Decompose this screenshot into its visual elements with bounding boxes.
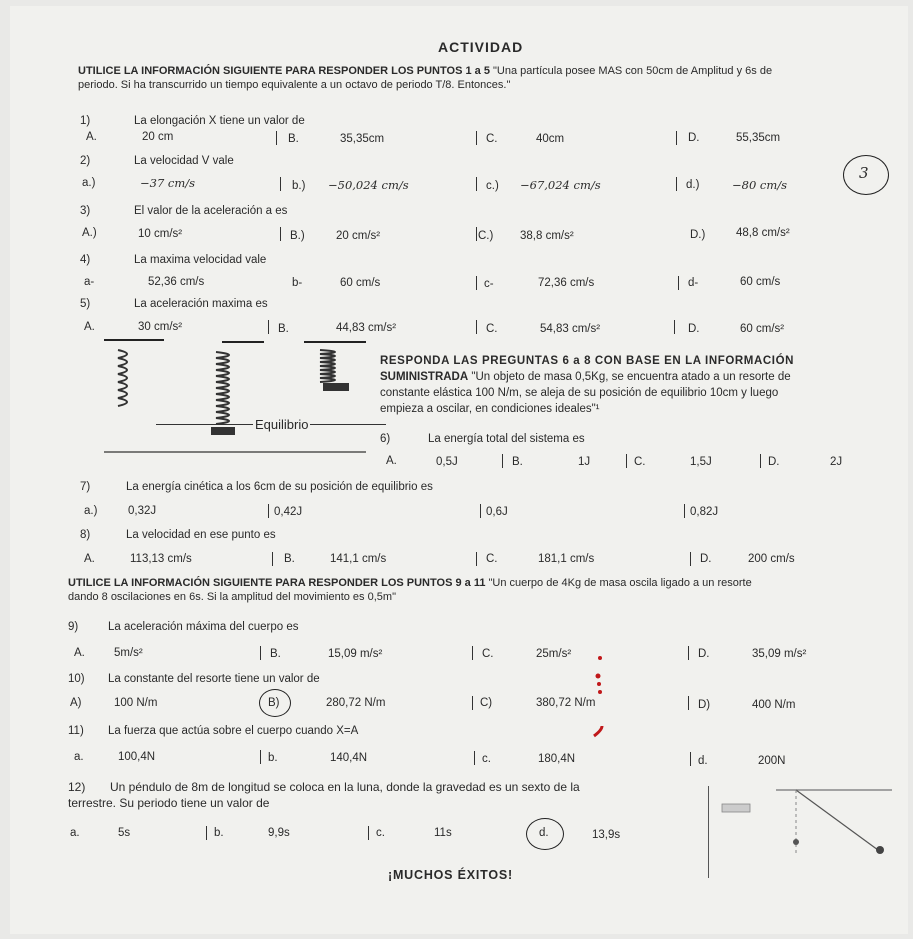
q12-opt-d[interactable]: 13,9s xyxy=(592,829,621,841)
q9-number: 9) xyxy=(68,621,79,633)
q8-number: 8) xyxy=(80,529,91,541)
q12-opt-a-letter[interactable]: a. xyxy=(70,827,80,839)
q6-opt-a-letter[interactable]: A. xyxy=(386,455,397,467)
spring-left xyxy=(118,350,127,406)
q9-opt-b-letter[interactable]: B. xyxy=(270,648,281,660)
section1-intro xyxy=(78,64,893,92)
q1-text: La elongación X tiene un valor de xyxy=(134,115,305,127)
q4-opt-c-letter[interactable]: c- xyxy=(484,278,494,290)
section1-heading: UTILICE LA INFORMACIÓN SIGUIENTE PARA RESPONDER LOS PUNTOS 1 a 5 xyxy=(78,65,490,77)
section3-intro xyxy=(68,576,908,604)
q5-opt-a[interactable]: 30 cm/s² xyxy=(138,321,183,333)
section3-heading: UTILICE LA INFORMACIÓN SIGUIENTE PARA RESPONDER LOS PUNTOS 9 a 11 xyxy=(68,577,486,589)
q2-opt-a-letter[interactable]: a.) xyxy=(82,177,96,189)
section2-line4: empieza a oscilar, en condiciones ideales"¹ xyxy=(380,403,600,415)
q4-opt-b[interactable]: 60 cm/s xyxy=(340,277,381,289)
section2-line3: constante elástica 100 N/m, se aleja de su posición de equilibrio 10cm y luego xyxy=(380,387,779,399)
q1-opt-d[interactable]: 55,35cm xyxy=(736,132,781,144)
q12-text-2: terrestre. Su periodo tiene un valor de xyxy=(68,796,270,810)
q4-opt-d[interactable]: 60 cm/s xyxy=(740,276,781,288)
q5-opt-c-letter[interactable]: C. xyxy=(486,323,498,335)
q1-number: 1) xyxy=(80,115,91,127)
q4-opt-b-letter[interactable]: b- xyxy=(292,277,303,289)
q10-number: 10) xyxy=(68,673,85,685)
q1-opt-d-letter[interactable]: D. xyxy=(688,132,700,144)
red-ink-marks xyxy=(590,646,620,746)
q9-opt-b[interactable]: 15,09 m/s² xyxy=(328,648,383,660)
q1-opt-b[interactable]: 35,35cm xyxy=(340,133,385,145)
q9-opt-c[interactable]: 25m/s² xyxy=(536,648,572,660)
q5-opt-b[interactable]: 44,83 cm/s² xyxy=(336,322,397,334)
q6-number: 6) xyxy=(380,433,391,445)
q9-text: La aceleración máxima del cuerpo es xyxy=(108,621,299,633)
q11-opt-c[interactable]: 180,4N xyxy=(538,753,576,765)
pendulum-figure xyxy=(716,784,900,866)
q10-opt-d-letter[interactable]: D) xyxy=(698,699,711,711)
q1-opt-a[interactable]: 20 cm xyxy=(142,131,174,143)
q3-opt-b[interactable]: 20 cm/s² xyxy=(336,230,381,242)
q11-opt-d[interactable]: 200N xyxy=(758,755,786,767)
q7-number: 7) xyxy=(80,481,91,493)
section2-line2: SUMINISTRADA "Un objeto de masa 0,5Kg, se encuentra atado a un resorte de xyxy=(380,371,791,383)
q5-opt-c[interactable]: 54,83 cm/s² xyxy=(540,323,601,335)
q3-opt-d-letter[interactable]: D.) xyxy=(690,229,706,241)
q10-opt-b[interactable]: 280,72 N/m xyxy=(326,697,386,709)
q5-opt-b-letter[interactable]: B. xyxy=(278,323,289,335)
q3-opt-d[interactable]: 48,8 cm/s² xyxy=(736,227,790,239)
q3-text: El valor de la aceleración a es xyxy=(134,205,288,217)
q12-text-1: Un péndulo de 8m de longitud se coloca en la luna, donde la gravedad es un sexto de la xyxy=(110,780,580,794)
q11-number: 11) xyxy=(68,725,84,737)
handwritten-score: 3 xyxy=(859,164,869,182)
q3-number: 3) xyxy=(80,205,91,217)
q4-text: La maxima velocidad vale xyxy=(134,254,267,266)
section3-text-1: "Un cuerpo de 4Kg de masa oscila ligado a un resorte xyxy=(488,577,752,589)
q7-opt-a-letter[interactable]: a.) xyxy=(84,505,98,517)
q11-opt-c-letter[interactable]: c. xyxy=(482,753,491,765)
q11-opt-a[interactable]: 100,4N xyxy=(118,751,156,763)
q4-opt-a[interactable]: 52,36 cm/s xyxy=(148,276,205,288)
q9-opt-a-letter[interactable]: A. xyxy=(74,647,85,659)
q10-text: La constante del resorte tiene un valor de xyxy=(108,673,320,685)
q2-opt-d-letter[interactable]: d.) xyxy=(686,179,700,191)
q6-text: La energía total del sistema es xyxy=(428,433,585,445)
q9-opt-d-letter[interactable]: D. xyxy=(698,648,710,660)
q7-opt-b[interactable]: 0,42J xyxy=(274,506,303,518)
q1-opt-b-letter[interactable]: B. xyxy=(288,133,299,145)
q6-opt-c-letter[interactable]: C. xyxy=(634,456,646,468)
q10-opt-c-letter[interactable]: C) xyxy=(480,697,493,709)
footer-message: ¡MUCHOS ÉXITOS! xyxy=(388,868,513,882)
q4-opt-d-letter[interactable]: d- xyxy=(688,277,699,289)
q2-opt-d[interactable]: −80 cm/s xyxy=(732,178,788,192)
q4-opt-c[interactable]: 72,36 cm/s xyxy=(538,277,595,289)
section3-text-2: dando 8 oscilaciones en 6s. Si la amplitud del movimiento es 0,5m" xyxy=(68,591,396,603)
q1-opt-c-letter[interactable]: C. xyxy=(486,133,498,145)
q11-opt-b[interactable]: 140,4N xyxy=(330,752,368,764)
equilibrium-label: Equilibrio xyxy=(255,417,309,432)
q11-opt-b-letter[interactable]: b. xyxy=(268,752,278,764)
q9-opt-c-letter[interactable]: C. xyxy=(482,648,494,660)
q12-opt-c[interactable]: 11s xyxy=(434,827,452,839)
q6-opt-b-letter[interactable]: B. xyxy=(512,456,523,468)
q12-opt-d-letter[interactable]: d. xyxy=(539,827,549,839)
q8-opt-c-letter[interactable]: C. xyxy=(486,553,498,565)
section2-heading: RESPONDA LAS PREGUNTAS 6 a 8 CON BASE EN LA INFORMACIÓN xyxy=(380,355,795,367)
q11-text: La fuerza que actúa sobre el cuerpo cuando X=A xyxy=(108,725,359,737)
spring-right xyxy=(320,350,348,390)
q5-number: 5) xyxy=(80,298,91,310)
q12-opt-b[interactable]: 9,9s xyxy=(268,827,290,839)
q12-opt-a[interactable]: 5s xyxy=(118,827,131,839)
q8-opt-a[interactable]: 113,13 cm/s xyxy=(130,553,192,565)
q2-opt-b[interactable]: −50,024 cm/s xyxy=(328,178,409,192)
section1-text-1: "Una partícula posee MAS con 50cm de Amplitud y 6s de xyxy=(493,65,773,77)
q10-opt-d[interactable]: 400 N/m xyxy=(752,699,796,711)
q10-opt-b-letter[interactable]: B) xyxy=(268,697,280,709)
q12-number: 12) xyxy=(68,780,86,794)
q1-opt-a-letter[interactable]: A. xyxy=(86,131,97,143)
q8-opt-d-letter[interactable]: D. xyxy=(700,553,712,565)
q4-number: 4) xyxy=(80,254,91,266)
spring-middle xyxy=(212,352,234,434)
q10-opt-a[interactable]: 100 N/m xyxy=(114,697,158,709)
q5-text: La aceleración maxima es xyxy=(134,298,268,310)
q6-opt-d[interactable]: 2J xyxy=(830,456,843,468)
q8-opt-a-letter[interactable]: A. xyxy=(84,553,95,565)
q12-opt-c-letter[interactable]: c. xyxy=(376,827,385,839)
q6-opt-c[interactable]: 1,5J xyxy=(690,456,712,468)
q10-opt-a-letter[interactable]: A) xyxy=(70,697,82,709)
q7-opt-a[interactable]: 0,32J xyxy=(128,505,157,517)
worksheet-page xyxy=(10,6,908,934)
q8-opt-c[interactable]: 181,1 cm/s xyxy=(538,553,595,565)
q6-opt-b[interactable]: 1J xyxy=(578,456,591,468)
q6-opt-a[interactable]: 0,5J xyxy=(436,456,458,468)
q3-opt-c-letter[interactable]: C.) xyxy=(478,230,494,242)
q5-opt-a-letter[interactable]: A. xyxy=(84,321,95,333)
q7-opt-c[interactable]: 0,6J xyxy=(486,506,508,518)
q3-opt-c[interactable]: 38,8 cm/s² xyxy=(520,230,574,242)
q3-opt-b-letter[interactable]: B.) xyxy=(290,230,305,242)
q5-opt-d[interactable]: 60 cm/s² xyxy=(740,323,785,335)
q7-text: La energía cinética a los 6cm de su posición de equilibrio es xyxy=(126,481,433,493)
q2-text: La velocidad V vale xyxy=(134,155,234,167)
q8-text: La velocidad en ese punto es xyxy=(126,529,276,541)
q8-opt-b-letter[interactable]: B. xyxy=(284,553,295,565)
q2-opt-c[interactable]: −67,024 cm/s xyxy=(520,178,601,192)
q9-opt-d[interactable]: 35,09 m/s² xyxy=(752,648,807,660)
q2-opt-c-letter[interactable]: c.) xyxy=(486,180,499,192)
q10-opt-c[interactable]: 380,72 N/m xyxy=(536,697,596,709)
q9-opt-a[interactable]: 5m/s² xyxy=(114,647,143,659)
q8-opt-d[interactable]: 200 cm/s xyxy=(748,553,795,565)
q11-opt-a-letter[interactable]: a. xyxy=(74,751,84,763)
q4-opt-a-letter[interactable]: a- xyxy=(84,276,95,288)
q11-opt-d-letter[interactable]: d. xyxy=(698,755,708,767)
q2-number: 2) xyxy=(80,155,91,167)
q12-opt-b-letter[interactable]: b. xyxy=(214,827,224,839)
q3-opt-a-letter[interactable]: A.) xyxy=(82,227,97,239)
q8-opt-b[interactable]: 141,1 cm/s xyxy=(330,553,387,565)
q1-opt-c[interactable]: 40cm xyxy=(536,133,565,145)
q5-opt-d-letter[interactable]: D. xyxy=(688,323,700,335)
q2-opt-a[interactable]: −37 cm/s xyxy=(140,176,196,190)
section1-text-2: periodo. Si ha transcurrido un tiempo equivalente a un octavo de periodo T/8. Entonces." xyxy=(78,79,511,91)
q7-opt-d[interactable]: 0,82J xyxy=(690,506,719,518)
pendulum-divider xyxy=(708,786,709,878)
q2-opt-b-letter[interactable]: b.) xyxy=(292,180,306,192)
q3-opt-a[interactable]: 10 cm/s² xyxy=(138,228,183,240)
spring-figure xyxy=(104,334,374,464)
page-title: ACTIVIDAD xyxy=(438,39,524,55)
q6-opt-d-letter[interactable]: D. xyxy=(768,456,780,468)
